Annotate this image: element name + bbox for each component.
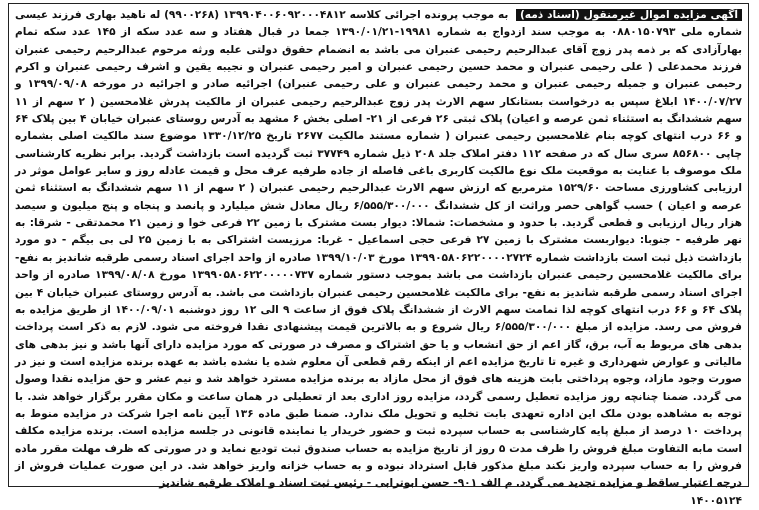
notice-date: ۱۴۰۰۵۱۲۴ xyxy=(690,494,742,507)
notice-body: به موجب پرونده اجرائی کلاسه ۱۳۹۹۰۴۰۰۶۰۹۲۰۰۰۴۸۱۲ (۹۹۰۰۲۶۸) له ناهید بهاری فرزند عیسی شماره ملی ۰۸۸۰۱۵۰۷۹۳ به موجب سند ازدواج به شماره ۱۹۹۸۱-۱۳۹۰/۰۱/۲۱ جمعا در قبال هفتاد و سه عدد سکه از ۱۴۵ عدد سکه تمام بهارآزادی که بر ذمه پدر زوج آقای عبدالرحیم رحیمی عنبران می باشد به انضمام حقوق دولتی علیه ورثه مرحوم عبدالرحیم رحیمی عنبران فرزند محمدعلی ( علی رحیمی عنبران و محمد حسین رحیمی عنبران و امیر رحیمی عنبران و نجیبه یقین و اشرف رحیمی عنبران و اکرم رحیمی عنبران و جمیله رحیمی عنبران و محمد رحیمی عنبران و علی رحیمی عنبران) اجرائیه صادر و اجرائیه در مورخه ۱۳۹۹/۰۹/۰۸ و ۱۴۰۰/۰۷/۲۷ ابلاغ سپس به درخواست بستانکار سهم الارث پدر زوج عبدالرحیم رحیمی عنبران از مالکیت پدرش غلامحسین ( ۲ سهم از ۱۱ سهم ششدانگ به استثناء ثمن عرصه و اعیان) پلاک ثبتی ۲۶ فرعی از ۲۱- اصلی بخش ۶ مشهد به آدرس روستای عنبران خیابان ۴ بین پلاک ۶۴ و ۶۶ درب انتهای کوچه بنام غلامحسین رحیمی عنبران ( شماره مستند مالکیت ۲۶۷۷ تاریخ ۱۳۳۰/۱۲/۲۵ موضوع سند مالکیت اصلی بشماره چاپی ۸۵۶۸۰۰ سری سال که در صفحه ۱۱۲ دفتر املاک جلد ۲۰۸ ذیل شماره ۳۷۷۴۹ ثبت گردیده است بازداشت گردید. برابر نظریه کارشناسی ملک موصوف با عنایت به موقعیت ملک نوع مالکیت کاربری باغی فاصله از جاده طرفیه عرف محل و قیمت عادله روز و سایر عوامل موثر در ارزیابی کشاورزی مساحت ۱۵۲۹/۶۰ مترمربع که ارزش سهم الارث عبدالرحیم رحیمی عنبران ( ۲ سهم از ۱۱ سهم ششدانگ به استثناء ثمن عرصه و اعیان ) حسب گواهی حصر وراثت از کل ششدانگ ۶/۵۵۵/۳۰۰/۰۰۰ ریال معادل شش میلیارد و پانصد و پنجاه و پنج میلیون و سیصد هزار ریال ارزیابی و قطعی گردید. با حدود و مشخصات: شمالا: دیوار بست مشترک با زمین ۲۲ فرعی خوا و زمین ۲۱ محمدتقی - شرقا: به نهر طرفیه - جنوبا: دیواربست مشترک با زمین ۲۷ فرعی حجی اسماعیل - غربا: مرزیست اشتراکی به با زمین ۲۵ لی بی بیگم - دو مورد بازداشت ذیل ثبت است بازداشت شماره ۱۳۹۹۰۵۸۰۶۲۲۰۰۰۰۲۷۲۴ مورخ ۱۳۹۹/۱۰/۰۳ صادره از واحد اجرای اسناد رسمی طرقبه شاندیز به نفع- برای مالکیت غلامحسین رحیمی عنبران بازداشت می باشد بموجب دستور شماره ۱۳۹۹۰۵۸۰۶۲۲۰۰۰۰۰۷۳۷ مورخ ۱۳۹۹/۰۸/۰۸ صادره از واحد اجرای اسناد رسمی طرقبه شاندیز به نفع- برای مالکیت غلامحسین رحیمی عنبران بازداشت می باشد. به آدرس روستای عنبران خیابان ۴ بین پلاک ۶۴ و ۶۶ درب انتهای کوچه لذا تمامت سهم الارث از ششدانگ پلاک فوق از ساعت ۹ الی ۱۲ روز دوشنبه ۱۴۰۰/۰۹/۰۱ از طریق مزایده به فروش می رسد. مزایده از مبلغ ۶/۵۵۵/۳۰۰/۰۰۰ ریال شروع و به بالاترین قیمت پیشنهادی نقدا فروخته می شود. لازم به ذکر است پرداخت بدهی های مربوط به آب، برق، گاز اعم از حق انشعاب و یا حق اشتراک و مصرف در صورتی که مورد مزایده دارای آنها باشد و نیز بدهی های مالیاتی و عوارض شهرداری و غیره تا تاریخ مزایده اعم از اینکه رقم قطعی آن معلوم شده یا نشده باشد به عهده برنده مزایده است و نیز در صورت وجود مازاد، وجوه پرداختی بابت هزینه های فوق از محل مازاد به برنده مزایده مسترد خواهد شد و نیم عشر و حق مزایده نقدا وصول می گردد. ضمنا چنانچه روز مزایده تعطیل رسمی گردد، مزایده روز اداری بعد از تعطیلی در همان ساعت و مکان مقرر برگزار خواهد شد. با توجه به مشاهده بودن ملک این اداره تعهدی بابت تخلیه و تحویل ملک ندارد. ضمنا طبق ماده ۱۳۶ آیین نامه اجرا شرکت در مزایده منوط به پرداخت ۱۰ درصد از مبلغ پایه کارشناسی به حساب سپرده ثبت و حضور خریدار یا نماینده قانونی در جلسه مزایده است. برنده مزایده مکلف است مابه التفاوت مبلغ فروش را ظرف مدت ۵ روز از تاریخ مزایده به حساب صندوق ثبت تودیع نماید و در صورتی که ظرف مهلت مقرر ماده فروش را به حساب سپرده واریز نکند مبلغ مذکور قابل استرداد نبوده و به حساب خزانه واریز خواهد شد. در این صورت عملیات فروش از درجه اعتبار ساقط و مزایده تجدید می گردد. xyxy=(15,9,743,490)
notice-footer: م الف ۹۰۱- حسن ابوترابی - رئیس ثبت اسناد و املاک طرقبه شاندیز xyxy=(159,477,513,490)
auction-notice xyxy=(8,3,749,507)
notice-heading: آگهی مزایده اموال غیرمنقول (اسناد ذمه) xyxy=(516,9,742,21)
